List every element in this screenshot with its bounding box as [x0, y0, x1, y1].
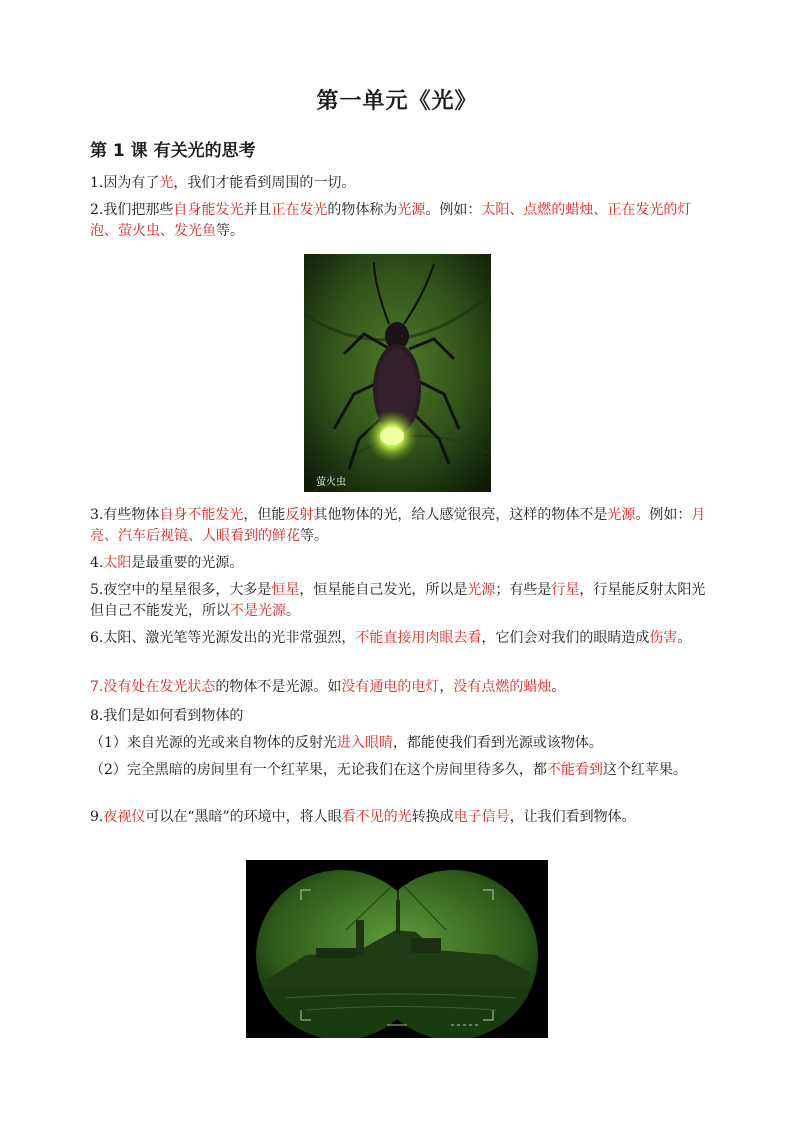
highlighted-text: 光源 [467, 582, 496, 598]
list-item-3 [90, 505, 708, 547]
highlighted-text: 7.没有处在发光状态 [90, 679, 216, 695]
highlighted-text: 自身能发光 [173, 202, 244, 218]
firefly-caption: 萤火虫 [316, 477, 346, 488]
highlighted-text: 光源 [397, 202, 426, 218]
night-vision-ship-icon [246, 860, 548, 1038]
highlighted-text: 正在发光 [271, 202, 328, 218]
text-segment: （2）完全黑暗的房间里有一个红苹果，无论我们在这个房间里待多久，都 [90, 762, 547, 778]
text-segment: ，恒星能自己发光，所以是 [299, 582, 468, 598]
highlighted-text: 不能直接用肉眼去看 [355, 630, 482, 646]
text-segment: 3.有些物体 [90, 507, 160, 523]
list-item-2 [90, 200, 708, 242]
text-segment: 。例如： [425, 202, 482, 218]
text-segment: 。 [551, 679, 566, 695]
highlighted-text: 没有通电的电灯 [341, 679, 440, 695]
list-item-1 [90, 173, 708, 194]
highlighted-text: 电子信号 [453, 809, 510, 825]
night-vision-photo [246, 860, 548, 1038]
text-segment: ，但能 [243, 507, 286, 523]
text-segment: 5.夜空中的星星很多，大多是 [90, 582, 272, 598]
text-segment: 。例如： [635, 507, 692, 523]
highlighted-text: 没有点燃的蜡烛 [453, 679, 552, 695]
highlighted-text: 伤害 [649, 630, 678, 646]
text-segment: 其他物体的光，给人感觉很亮，这样的物体不是 [313, 507, 608, 523]
highlighted-text: 光源 [607, 507, 636, 523]
highlighted-text: 不是光源 [230, 603, 286, 619]
list-item-9 [90, 807, 708, 828]
list-item-7 [90, 677, 708, 698]
list-item-8-1 [90, 733, 708, 754]
text-segment: 6.太阳、激光笔等光源发出的光非常强烈， [90, 630, 356, 646]
text-segment: 可以在“黑暗”的环境中，将人眼 [145, 809, 342, 825]
text-segment: 这个红苹果。 [602, 762, 687, 778]
text-segment: 4. [90, 555, 104, 571]
highlighted-text: 月亮、汽车后视镜、人眼看到的鲜花 [90, 507, 706, 544]
text-segment: （1）来自光源的光或来自物体的反射光 [90, 735, 337, 751]
highlighted-text: 看不见的光 [341, 809, 412, 825]
text-segment: 8.我们是如何看到物体的 [90, 708, 244, 724]
highlighted-text: 进入眼睛 [336, 735, 393, 751]
list-item-8 [90, 706, 708, 727]
highlighted-text: 行星 [551, 582, 580, 598]
text-segment: ，它们会对我们的眼睛造成 [481, 630, 650, 646]
highlighted-text: 夜视仪 [103, 809, 146, 825]
text-segment: 的物体不是光源。如 [215, 679, 342, 695]
text-segment: 并且 [243, 202, 272, 218]
firefly-icon [304, 254, 491, 492]
text-segment: 等。 [300, 528, 328, 544]
page-title: 第一单元《光》 [316, 89, 478, 114]
highlighted-text: 太阳 [103, 555, 132, 571]
firefly-photo [304, 254, 491, 492]
text-segment: ，我们才能看到周围的一切。 [173, 175, 356, 191]
highlighted-text: 反射 [285, 507, 314, 523]
text-segment: 的物体称为 [327, 202, 398, 218]
text-segment: 1.因为有了 [90, 175, 160, 191]
highlighted-text: 自身不能发光 [159, 507, 244, 523]
text-segment: 2.我们把那些 [90, 202, 174, 218]
text-segment: 。 [286, 603, 300, 619]
text-segment: ， [439, 679, 454, 695]
text-segment: 转换成 [411, 809, 454, 825]
text-segment: ，让我们看到物体。 [509, 809, 636, 825]
highlighted-text: 不能看到 [546, 762, 603, 778]
list-item-5 [90, 580, 708, 622]
text-segment: 等。 [216, 223, 244, 239]
list-item-8-2 [90, 760, 708, 781]
list-item-6 [90, 628, 708, 649]
highlighted-text: 恒星 [271, 582, 300, 598]
text-segment: 。 [677, 630, 692, 646]
text-segment: ，都能使我们看到光源或该物体。 [392, 735, 603, 751]
text-segment: ；有些是 [495, 582, 552, 598]
text-segment: 9. [90, 809, 104, 825]
list-item-4 [90, 553, 708, 574]
highlighted-text: 光 [159, 175, 174, 191]
highlighted-text: 太阳、点燃的蜡烛、正在发光的灯泡、萤火虫、发光鱼 [90, 202, 692, 239]
text-segment: 是最重要的光源。 [131, 555, 244, 571]
lesson-heading: 第 1 课 有关光的思考 [90, 141, 256, 161]
text-segment: ，行星能反射太阳光但自己不能发光，所以 [90, 582, 706, 619]
